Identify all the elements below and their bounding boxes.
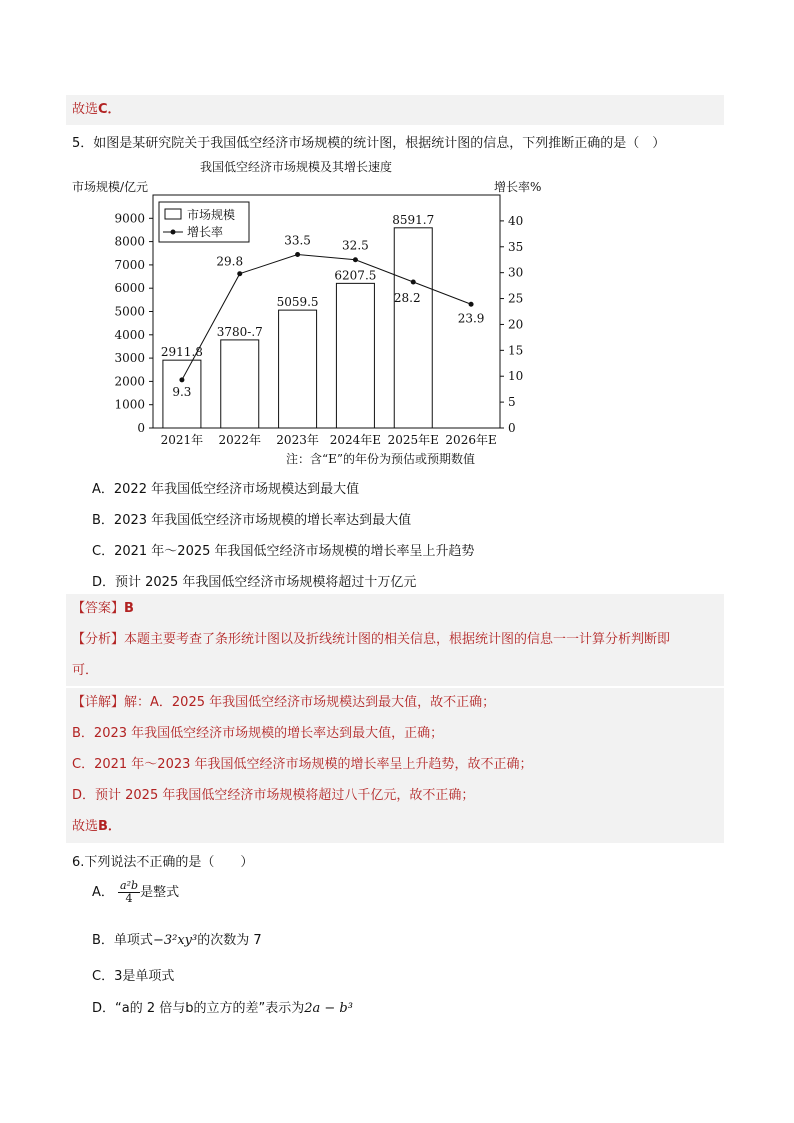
q6-option-b-pre: 单项式 — [113, 933, 153, 948]
right-axis-label: 增长率% — [494, 180, 542, 194]
q5-option-d: D．预计 2025 年我国低空经济市场规模将超过十万亿元 — [92, 575, 417, 590]
bar — [394, 228, 432, 428]
analysis-row — [66, 624, 724, 686]
bar — [221, 340, 259, 428]
right-tick-label: 0 — [508, 421, 516, 435]
q5-conclusion-answer: B． — [98, 819, 121, 834]
detail-row-2 — [66, 719, 724, 750]
bar — [279, 310, 317, 428]
conclusion-prefix: 故选 — [72, 102, 99, 117]
line-point — [179, 377, 184, 382]
line-data-label: 9.3 — [172, 384, 192, 399]
q6-option-a-label: A． — [92, 885, 114, 900]
top-conclusion — [66, 95, 724, 125]
right-tick-label: 10 — [508, 369, 524, 384]
detail-line-2: B．2023 年我国低空经济市场规模的增长率达到最大值，正确； — [72, 726, 444, 741]
q6-option-b-label: B． — [92, 933, 114, 948]
q6-option-a-text: 是整式 — [140, 885, 180, 900]
detail-tag: 【详解】 — [72, 695, 125, 710]
x-tick-label: 2025年E — [387, 433, 439, 447]
q5-option-a: A．2022 年我国低空经济市场规模达到最大值 — [92, 482, 360, 497]
q6-stem: 6.下列说法不正确的是（ ） — [72, 855, 254, 870]
x-tick-label: 2024年E — [329, 433, 382, 447]
bar-data-label: 3780-.7 — [216, 324, 263, 339]
detail-line-3: C．2021 年～2023 年我国低空经济市场规模的增长率呈上升趋势，故不正确； — [72, 757, 533, 772]
left-tick-label: 6000 — [114, 281, 145, 296]
answer-row — [66, 594, 724, 624]
left-tick-label: 4000 — [114, 327, 145, 342]
left-tick-label: 1000 — [114, 397, 145, 412]
q6-option-b — [92, 929, 262, 948]
chart-note: 注：含“E”的年份为预估或预期数值 — [286, 452, 476, 466]
detail-line-4: D．预计 2025 年我国低空经济市场规模将超过八千亿元，故不正确； — [72, 788, 475, 803]
left-tick-label: 0 — [137, 421, 145, 435]
answer-value: B — [124, 601, 134, 616]
fraction-denominator: 4 — [125, 892, 133, 905]
left-tick-label: 8000 — [114, 234, 145, 249]
line-point — [353, 257, 358, 262]
detail-row-1 — [66, 688, 724, 719]
right-tick-label: 15 — [508, 343, 524, 358]
bar-data-label: 2911.8 — [160, 345, 203, 360]
right-tick-label: 5 — [508, 395, 516, 410]
q6-option-d — [92, 997, 353, 1016]
left-tick-label: 2000 — [114, 374, 145, 389]
line-data-label: 29.8 — [216, 254, 244, 269]
left-tick-label: 5000 — [114, 304, 145, 319]
x-tick-label: 2026年E — [445, 433, 497, 447]
bar-data-label: 8591.7 — [392, 212, 435, 227]
q6-option-c: C．3是单项式 — [92, 969, 175, 984]
line-data-label: 32.5 — [342, 238, 369, 253]
fraction — [118, 880, 140, 905]
q5-option-b: B．2023 年我国低空经济市场规模的增长率达到最大值 — [92, 513, 412, 528]
bar-data-label: 5059.5 — [276, 295, 319, 310]
detail-line-1: 解：A．2025 年我国低空经济市场规模达到最大值，故不正确； — [124, 695, 496, 710]
left-tick-label: 7000 — [114, 257, 145, 272]
detail-row-3 — [66, 750, 724, 781]
detail-row-4 — [66, 781, 724, 812]
answer-tag: 【答案】 — [72, 601, 125, 616]
line-point — [237, 271, 242, 276]
line-data-label: 23.9 — [457, 311, 485, 326]
x-tick-label: 2021年 — [160, 433, 204, 447]
line-point — [411, 279, 416, 284]
q6-option-a — [92, 880, 179, 905]
right-tick-label: 20 — [508, 317, 524, 332]
q5-conclusion-prefix: 故选 — [72, 819, 99, 834]
left-tick-label: 9000 — [114, 211, 145, 226]
left-axis-label: 市场规模/亿元 — [72, 180, 149, 194]
q5-conclusion — [66, 812, 724, 843]
q6-option-b-math: −3²xy³ — [152, 933, 198, 948]
right-tick-label: 40 — [508, 213, 524, 228]
q5-stem: 5．如图是某研究院关于我国低空经济市场规模的统计图，根据统计图的信息，下列推断正确的是（ ） — [72, 136, 666, 151]
bar-data-label: 6207.5 — [334, 268, 377, 283]
line-data-label: 33.5 — [284, 233, 311, 248]
q5-option-c: C．2021 年～2025 年我国低空经济市场规模的增长率呈上升趋势 — [92, 544, 475, 559]
x-tick-label: 2023年 — [276, 433, 319, 447]
line-point — [295, 252, 300, 257]
analysis-tag: 【分析】 — [72, 632, 125, 647]
bar — [336, 283, 374, 428]
q6-option-b-post: 的次数为 7 — [197, 933, 262, 948]
line-point — [469, 302, 474, 307]
right-tick-label: 25 — [508, 291, 524, 306]
analysis-text: 本题主要考查了条形统计图以及折线统计图的相关信息，根据统计图的信息一一计算分析判断即 — [124, 632, 671, 647]
chart-title: 我国低空经济市场规模及其增长速度 — [200, 160, 393, 174]
legend-bar-swatch — [165, 209, 181, 219]
legend-line-marker — [171, 230, 176, 235]
conclusion-answer: C． — [98, 102, 121, 117]
left-tick-label: 3000 — [114, 351, 145, 366]
line-data-label: 28.2 — [393, 290, 421, 305]
q6-option-d-label: D． — [92, 1001, 116, 1016]
chart — [0, 180, 794, 480]
right-tick-label: 35 — [508, 239, 524, 254]
q6-option-d-math: 2a − b³ — [304, 1001, 353, 1016]
analysis-continued: 可． — [72, 663, 99, 678]
q6-option-d-text: “a的 2 倍与b的立方的差”表示为 — [115, 1001, 305, 1016]
right-tick-label: 30 — [508, 265, 524, 280]
legend-line-label: 增长率 — [187, 225, 224, 239]
legend-bar-label: 市场规模 — [187, 208, 236, 222]
x-tick-label: 2022年 — [218, 433, 262, 447]
fraction-numerator: a²b — [120, 879, 139, 892]
